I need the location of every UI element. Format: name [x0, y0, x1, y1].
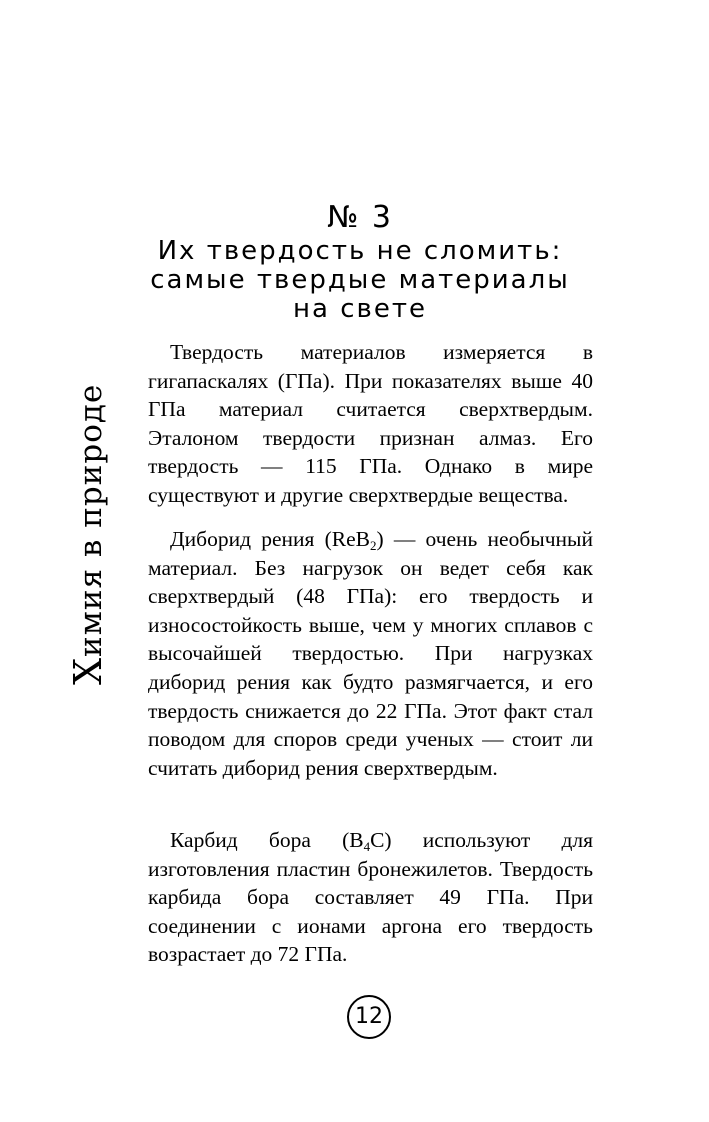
paragraph-hardness-intro: Твердость материалов измеряется в гигапаскалях (ГПа). При показателях выше 40 ГПа материал считается сверхтвердым. Эталоном твердости признан алмаз. Его твердость — 115 ГПа. Однако в мире существуют и другие сверхтвердые вещества.	[148, 340, 593, 507]
paragraph-text: ) — очень необычный материал. Без нагрузок он ведет себя как сверхтвердый (48 ГПа): его твердость и износостойкость выше, чем у многих сплавов с высочайшей твердостью. При нагрузках диборид рения как будто размягчается, и его твердость снижается до 22 ГПа. Этот факт стал поводом для споров среди ученых — стоит ли считать диборид рения сверхтвердым.	[148, 527, 593, 780]
paragraph-text: Карбид бора (B	[170, 828, 364, 852]
running-header-initial: Х	[66, 656, 110, 685]
formula-subscript: 4	[363, 839, 371, 854]
chapter-title-line-3: на свете	[293, 294, 427, 324]
paragraph-boron-carbide	[148, 826, 593, 969]
paragraph-text: C) используют для изготовления пластин бронежилетов. Твердость карбида бора составляет 49 ГПа. При соединении с ионами аргона его твердость возрастает до 72 ГПа.	[148, 828, 594, 967]
running-header-vertical	[60, 383, 116, 685]
chapter-number: № 3	[327, 200, 393, 235]
paragraph-rhenium-diboride	[148, 525, 593, 782]
chapter-title-line-1: Их твердость не сломить:	[157, 236, 563, 266]
page-number: 12	[347, 995, 391, 1039]
formula-subscript: 2	[369, 538, 377, 553]
chapter-title-line-2: самые твердые материалы	[150, 265, 570, 295]
running-header-text: имия в природе	[73, 383, 109, 657]
paragraph-text: Диборид рения (ReB	[170, 527, 370, 551]
